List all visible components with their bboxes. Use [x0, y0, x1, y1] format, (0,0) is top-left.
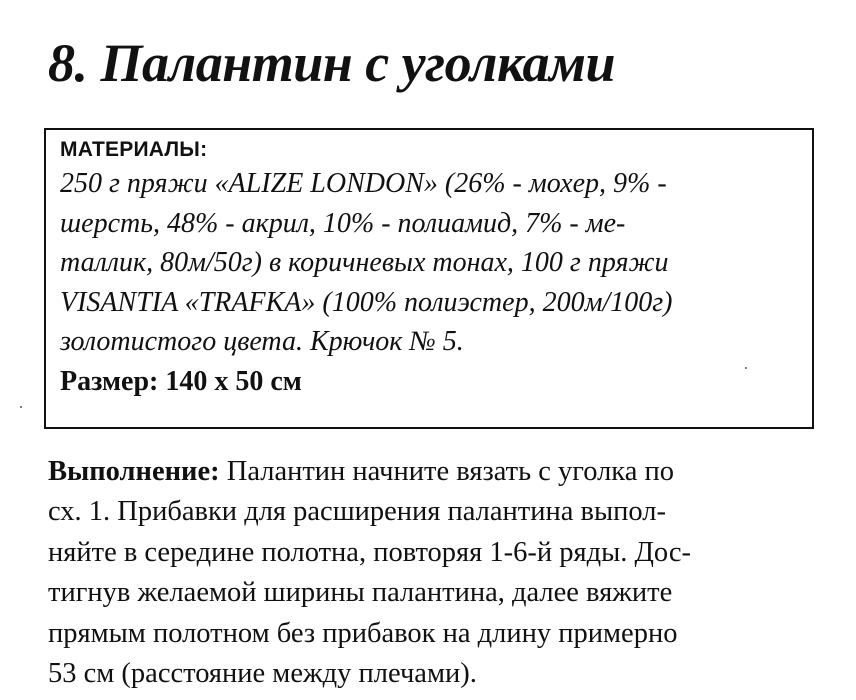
procedure-line: сх. 1. Прибавки для расширения палантина выпол-: [48, 496, 666, 528]
procedure-line: [48, 452, 691, 492]
materials-line: шерсть, 48% - акрил, 10% - полиамид, 7% - ме-: [60, 207, 626, 239]
procedure-label: Выполнение:: [48, 456, 220, 487]
page-title: 8. Палантин с уголками: [48, 33, 615, 93]
materials-text: [60, 164, 672, 362]
size-line: Размер: 140 х 50 см: [60, 366, 302, 397]
scan-speck: [745, 367, 747, 369]
materials-box: [44, 128, 814, 429]
procedure-line: прямым полотном без прибавок на длину примерно: [48, 617, 678, 649]
procedure-line: тигнув желаемой ширины палантина, далее вяжите: [48, 577, 673, 609]
materials-line: золотистого цвета. Крючок № 5.: [60, 326, 464, 357]
procedure-line: 53 см (расстояние между плечами).: [48, 658, 477, 690]
materials-line: 250 г пряжи «ALIZE LONDON» (26% - мохер, 9% -: [60, 168, 667, 199]
materials-line: таллик, 80м/50г) в коричневых тонах, 100 г пряжи: [60, 247, 669, 278]
procedure-line: няйте в середине полотна, повторяя 1-6-й ряды. Дос-: [48, 536, 692, 568]
materials-line: VISANTIA «TRAFKA» (100% полиэстер, 200м/100г): [60, 286, 673, 318]
procedure-first-line: Палантин начните вязать с уголка по: [219, 456, 674, 487]
procedure-text: [48, 452, 691, 694]
scan-speck: [20, 406, 22, 408]
materials-heading: МАТЕРИАЛЫ:: [60, 138, 208, 161]
